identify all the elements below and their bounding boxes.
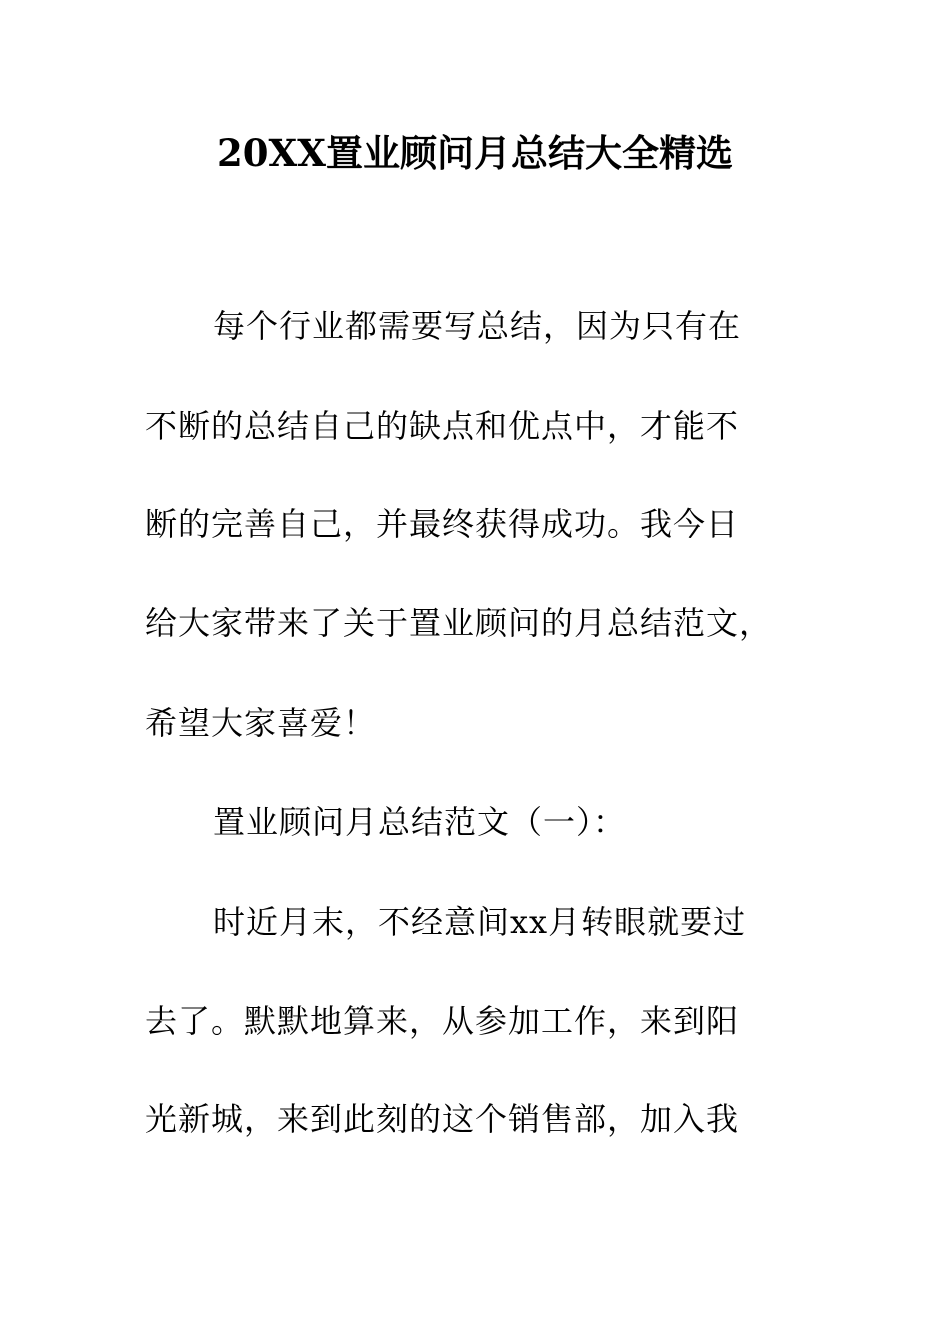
paragraph-line-4: 给大家带来了关于置业顾问的月总结范文，: [145, 604, 773, 642]
paragraph-line-6: 时近月末，不经意间xx月转眼就要过: [213, 903, 747, 941]
paragraph-line-2: 不断的总结自己的缺点和优点中，才能不: [145, 407, 740, 445]
paragraph-line-7: 去了。默默地算来，从参加工作，来到阳: [145, 1002, 740, 1040]
paragraph-line-1: 每个行业都需要写总结，因为只有在: [213, 307, 742, 345]
document-title: 20XX置业顾问月总结大全精选: [217, 131, 733, 175]
section-heading: 置业顾问月总结范文（一）：: [213, 803, 627, 841]
paragraph-line-8: 光新城，来到此刻的这个销售部，加入我: [145, 1100, 740, 1138]
paragraph-line-5: 希望大家喜爱！: [145, 704, 377, 742]
paragraph-line-3: 断的完善自己，并最终获得成功。我今日: [145, 505, 740, 543]
